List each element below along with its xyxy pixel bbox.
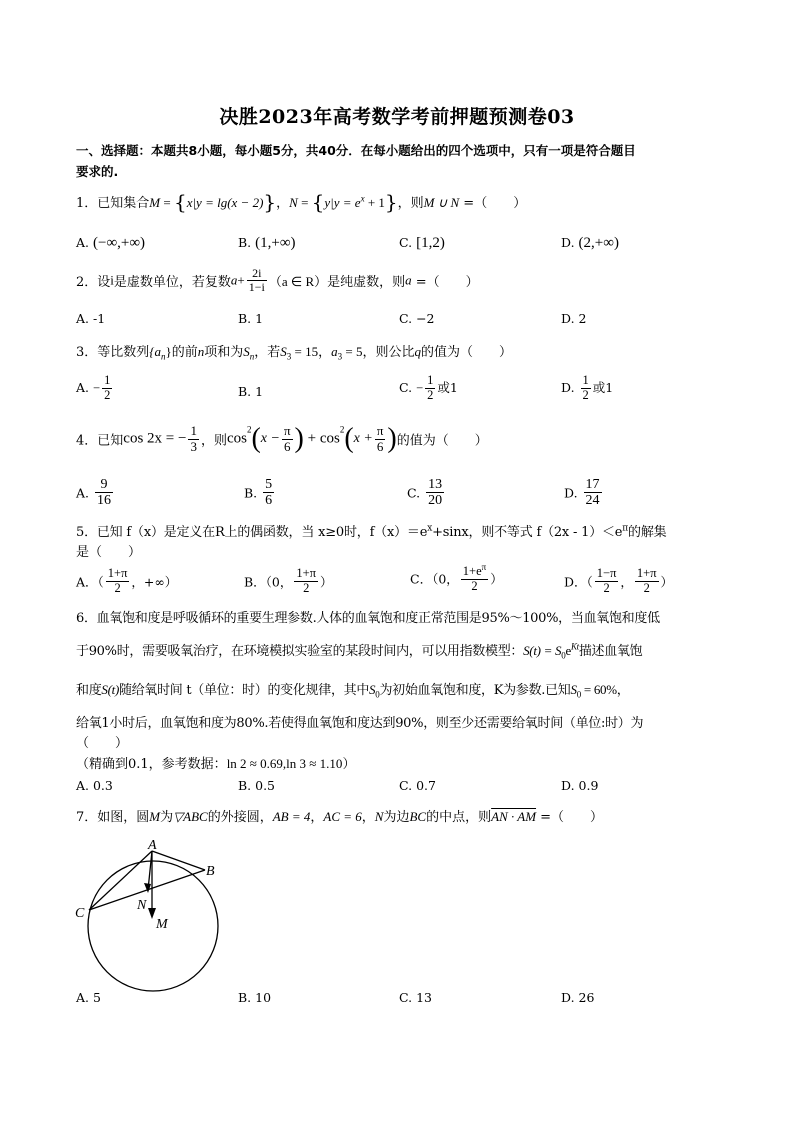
q5-exp1: x — [427, 523, 433, 534]
q6-option-c: C. 0.7 — [399, 778, 436, 793]
q3-option-c-num: 1 — [427, 373, 434, 387]
q5-option-d-num: 1−π — [596, 566, 617, 580]
question-6-line6 — [76, 753, 355, 772]
q4-cos: cos — [226, 430, 247, 447]
q6-S0: S — [369, 682, 376, 697]
q2-option-b — [238, 311, 263, 326]
q7-AC: AC = 6 — [323, 809, 362, 824]
q7-option-c: C. 13 — [399, 990, 432, 1005]
q6-line3b: 随给氧时间 t（单位：时）的变化规律，其中 — [118, 683, 370, 698]
q3-option-c-neg: − — [416, 380, 424, 395]
q7-mid3: 为边 — [383, 810, 410, 825]
section-heading-line2: 要求的. — [76, 164, 119, 179]
q4-pi6-frac2 — [375, 424, 386, 454]
q7-circle-figure — [72, 835, 232, 995]
q3-mid5: ，则公比 — [362, 345, 415, 360]
q1-tail: =（ ） — [459, 196, 527, 211]
q6-S0-value: = 60% — [580, 682, 617, 697]
q2-option-c-label: C. — [399, 311, 413, 326]
q2-option-d — [561, 311, 587, 326]
q3-option-a-den: 2 — [104, 387, 111, 402]
q3-S: S — [243, 344, 250, 359]
q4-option-a — [76, 477, 115, 509]
q4-rparen: ) — [294, 423, 304, 454]
q5-option-b-label: B．（0， — [244, 574, 293, 590]
q1-prefix: 1．已知集合 — [76, 196, 150, 211]
q3-n: n — [197, 344, 205, 359]
question-6-line1: 6．血氧饱和度是呼吸循环的重要生理参数.人体的血氧饱和度正常范围是95%～100%，当血氧饱和度低 — [76, 611, 660, 626]
q2-tail2: =（ ） — [411, 275, 479, 291]
question-7 — [76, 806, 603, 825]
q4-given-num: 1 — [190, 423, 197, 439]
q1-setM: x|y = lg(x − 2) — [186, 195, 264, 210]
q2-option-a-label: A. — [76, 311, 90, 326]
q3-option-d-num: 1 — [582, 373, 589, 387]
q2-i: i — [110, 272, 114, 288]
q5-option-a-num: 1+π — [107, 566, 128, 580]
q3-option-a-num: 1 — [104, 373, 111, 387]
q4-six2: 6 — [376, 438, 384, 454]
q1-brace-close: } — [263, 190, 277, 214]
q4-lparen2: ( — [344, 423, 354, 454]
q2-option-c — [399, 311, 435, 326]
q1-brace-open: { — [173, 190, 187, 214]
q3-S3: S — [280, 344, 287, 359]
q6-S0-sub: 0 — [375, 689, 380, 700]
q5-option-a-label: A．（ — [76, 574, 104, 590]
q7-N: N — [374, 809, 384, 824]
question-5-line2: 是（ ） — [76, 545, 142, 560]
q1-option-b — [238, 235, 296, 252]
q1-option-c-label: C. — [399, 235, 413, 250]
q4-option-b-num: 5 — [265, 477, 273, 492]
q5-option-c-den: 2 — [471, 578, 478, 593]
q4-option-d-den: 24 — [585, 493, 600, 509]
q3-seq: {a — [149, 344, 161, 359]
q1-setN2: + 1 — [364, 195, 385, 210]
q3-mid3: ，若 — [254, 345, 281, 360]
question-2 — [76, 267, 479, 294]
q4-pi2: π — [376, 423, 384, 439]
q2-condition: （a ∈ R） — [268, 274, 328, 290]
q4-option-b-den: 6 — [265, 493, 273, 509]
q3-q: q — [414, 344, 421, 359]
q1-option-a — [76, 235, 145, 252]
q4-plus-cos: + cos — [303, 430, 340, 447]
q3-option-d-label: D. — [561, 379, 575, 395]
q5-line1d: 的解集 — [628, 525, 667, 540]
q2-a: a — [230, 272, 238, 288]
q3-mid: 的前 — [171, 345, 198, 360]
q7-option-d: D. 26 — [561, 990, 595, 1005]
q1-setN: y|y = e — [324, 195, 361, 210]
label-M: M — [156, 917, 168, 932]
q6-line6c: ） — [342, 757, 356, 772]
q5-option-c-num: 1+e — [462, 564, 482, 579]
q7-AB: AB = 4 — [272, 809, 311, 824]
q5-option-d-mid: ， — [620, 574, 633, 590]
q6-option-d: D. 0.9 — [561, 778, 599, 793]
q3-option-c-frac — [425, 374, 435, 403]
q4-x-minus: x − — [260, 431, 280, 446]
q7-tail: =（ ） — [536, 810, 604, 825]
q2-fraction — [247, 267, 267, 294]
q4-option-b — [244, 477, 276, 509]
q3-mid4: ， — [318, 345, 332, 360]
q5-option-d-frac2 — [635, 567, 659, 596]
q3-tail: 的值为（ ） — [421, 345, 513, 360]
q1-option-a-value: (−∞,+∞) — [93, 235, 146, 251]
q3-S-sub: n — [249, 351, 255, 362]
q3-mid2: 项和为 — [204, 345, 244, 360]
q2-plus: + — [237, 272, 245, 288]
q4-given-den: 3 — [190, 438, 197, 454]
q5-option-d-label: D．（ — [564, 574, 593, 590]
q4-option-a-num: 9 — [95, 477, 113, 493]
q5-option-b-num: 1+π — [296, 566, 317, 580]
q3-option-d-frac — [581, 374, 591, 403]
q1-brace2-close: } — [384, 190, 398, 214]
q5-option-b-tail: ） — [320, 574, 333, 590]
q6-model: S(t) = S — [523, 643, 562, 658]
q5-option-d-den2: 2 — [643, 580, 650, 595]
q4-option-d-frac — [584, 477, 602, 509]
circle-M — [88, 861, 218, 991]
q4-option-d-num: 17 — [585, 477, 600, 492]
q4-cos2x: cos 2x = − — [123, 430, 187, 447]
q1-then: ，则 — [397, 196, 424, 211]
q6-line6b: ln 2 ≈ 0.69,ln 3 ≈ 1.10 — [226, 756, 343, 771]
question-5-line1 — [76, 521, 666, 540]
q7-option-a: A. 5 — [76, 990, 101, 1005]
label-C: C — [75, 906, 85, 921]
q1-exp: x — [360, 193, 365, 204]
q3-option-b — [238, 384, 263, 399]
q5-option-b — [244, 567, 333, 596]
q5-option-b-frac — [294, 567, 318, 596]
q2-prefix: 2．设 — [76, 275, 111, 291]
q4-square: 2 — [246, 424, 252, 435]
q3-seq-end: } — [165, 344, 172, 359]
vector-AM-arrowhead — [148, 908, 156, 919]
q3-option-b-label: B. — [238, 384, 252, 399]
q5-option-c-tail: ） — [490, 571, 503, 587]
q1-brace2-open: { — [311, 190, 325, 214]
q4-option-d-label: D. — [564, 485, 578, 501]
q4-option-c — [407, 477, 446, 509]
q3-a3-sub: 3 — [337, 351, 343, 362]
q3-a3: a — [331, 344, 338, 359]
q7-triangle: ▽ABC — [173, 809, 208, 824]
q6-S0b-sub: 0 — [576, 689, 581, 700]
q4-option-d — [564, 477, 604, 509]
q6-model-exp: Kt — [570, 641, 579, 652]
q7-option-b: B. 10 — [238, 990, 272, 1005]
q4-rparen2: ) — [387, 423, 397, 454]
q3-option-c-tail: 或1 — [437, 379, 458, 395]
vector-AN-arrowhead — [144, 883, 151, 893]
q2-option-c-value: −2 — [416, 311, 435, 326]
q5-option-b-den: 2 — [303, 580, 310, 595]
q4-six: 6 — [284, 438, 291, 454]
q3-option-c — [399, 374, 458, 403]
q6-line6a: （精确到0.1，参考数据： — [76, 757, 227, 772]
q1-M: M — [149, 195, 161, 210]
q6-model-e: e — [565, 643, 571, 658]
q5-option-a — [76, 567, 177, 596]
q7-comma2: ， — [361, 810, 375, 825]
q2-mid: 是虚数单位，若复数 — [113, 275, 231, 291]
q4-x-plus: x + — [353, 431, 373, 446]
q3-S3-sub: 3 — [286, 351, 292, 362]
q6-option-b: B. 0.5 — [238, 778, 276, 793]
section-heading-line1: 一、选择题：本题共8小题，每小题5分，共40分．在每小题给出的四个选项中，只有一项是符合题目 — [76, 143, 636, 158]
q4-option-c-label: C. — [407, 485, 421, 501]
q3-option-d-den: 2 — [582, 387, 589, 402]
question-1: 1．已知集合M = {x|y = lg(x − 2)}，$N = \{y|y = e^x + 1\}$，则M ∪ N =（ ） — [76, 190, 527, 214]
q2-option-a — [76, 311, 105, 326]
q1-option-d-value: (2,+∞) — [578, 235, 619, 251]
page-title: 决胜2023年高考数学考前押题预测卷03 — [219, 106, 575, 128]
question-6-line2 — [76, 640, 642, 661]
q3-seq-sub: n — [160, 351, 166, 362]
q2-option-b-value: 1 — [255, 311, 264, 326]
q5-line1c: +sinx，则不等式 f（2x - 1）＜e — [432, 525, 623, 540]
q4-option-a-den: 16 — [97, 493, 111, 509]
q2-tail: 是纯虚数，则 — [327, 275, 406, 291]
q7-mid2: 的外接圆， — [207, 810, 273, 825]
q7-mid4: 的中点，则 — [426, 810, 492, 825]
q3-a3-value: = 5 — [342, 344, 363, 359]
q3-prefix: 3．等比数列 — [76, 345, 150, 360]
q2-fraction-den: 1−i — [248, 280, 265, 295]
q4-prefix: 4．已知 — [76, 433, 124, 449]
q6-S0b: S — [570, 682, 577, 697]
q3-option-a-frac — [102, 374, 112, 403]
q5-option-c-label: C．（0， — [410, 571, 459, 587]
q5-option-d-den: 2 — [603, 580, 610, 595]
q4-pi: π — [283, 423, 291, 439]
q1-eq: = — [160, 195, 174, 210]
q3-option-a-neg: − — [93, 380, 101, 395]
q3-S3-value: = 15 — [291, 344, 319, 359]
q6-option-a: A. 0.3 — [76, 778, 113, 793]
q1-option-a-label: A. — [76, 235, 90, 250]
q5-option-d-frac — [595, 567, 619, 596]
q6-line3a: 和度 — [76, 683, 102, 698]
q5-exp2: π — [622, 523, 629, 534]
q4-option-b-frac — [263, 477, 274, 509]
q3-option-a — [76, 374, 114, 403]
q1-option-c — [399, 235, 445, 252]
q5-option-a-frac — [106, 567, 130, 596]
q6-line2a: 于90%时，需要吸氧治疗，在环境模拟实验室的某段时间内，可以用指数模型： — [76, 644, 524, 659]
q4-pi6-frac — [282, 424, 293, 454]
question-4 — [76, 423, 488, 455]
q1-option-c-value: [1,2) — [416, 235, 445, 251]
q3-option-d-tail: 或1 — [592, 379, 614, 395]
q5-option-c — [410, 563, 503, 594]
q5-option-d-num2: 1+π — [636, 566, 657, 580]
q6-model-sub: 0 — [561, 650, 566, 661]
q4-option-a-frac — [95, 477, 113, 509]
q4-option-c-den: 20 — [428, 493, 443, 509]
q6-line2b: 描述血氧饱 — [578, 644, 643, 659]
q4-then: ，则 — [200, 433, 227, 449]
q5-option-a-tail: ，+∞） — [131, 574, 178, 590]
q7-comma1: ， — [310, 810, 324, 825]
q4-option-c-num: 13 — [428, 477, 443, 492]
q2-option-d-label: D. — [561, 311, 575, 326]
q5-option-d-tail: ） — [660, 574, 674, 590]
question-3 — [76, 341, 512, 362]
q4-tail: 的值为（ ） — [396, 433, 488, 449]
q5-line1a: 5．已知 — [76, 525, 127, 540]
question-6-line4: 给氧1小时后，血氧饱和度为80%.若使得血氧饱和度达到90%，则至少还需要给氧时间（单位:时）为 — [76, 716, 644, 731]
q7-vector-expr: AN · AM — [491, 809, 537, 824]
q5-option-c-exp: π — [481, 562, 487, 572]
segment-AB — [152, 851, 205, 870]
q2-option-d-value: 2 — [578, 311, 587, 326]
q2-option-a-value: -1 — [93, 311, 106, 326]
q4-lparen: ( — [251, 423, 261, 454]
q1-option-d-label: D. — [561, 235, 575, 250]
q7-prefix: 7．如图，圆 — [76, 810, 150, 825]
q2-option-b-label: B. — [238, 311, 252, 326]
label-N: N — [137, 898, 147, 913]
q4-option-b-label: B. — [244, 485, 258, 501]
label-B: B — [206, 864, 215, 879]
q1-union: M ∪ N — [423, 195, 460, 210]
q4-option-c-frac — [426, 477, 444, 509]
question-6-line3 — [76, 679, 629, 700]
q1-N: N — [289, 195, 298, 210]
q2-fraction-num: 2i — [247, 267, 267, 281]
q3-option-d — [561, 374, 613, 403]
q1-option-d — [561, 235, 619, 252]
q3-option-c-label: C. — [399, 379, 413, 395]
q3-option-c-den: 2 — [427, 387, 434, 402]
q5-line1b: f（x）是定义在R上的偶函数，当 x≥0时，f（x）＝e — [126, 525, 428, 540]
q3-option-b-value: 1 — [255, 384, 264, 399]
q4-square2: 2 — [339, 424, 345, 435]
q7-M: M — [149, 809, 161, 824]
q3-option-a-label: A. — [76, 379, 90, 395]
q1-option-b-value: (1,+∞) — [255, 235, 296, 251]
q5-option-c-frac — [461, 563, 488, 594]
q1-comma: ， — [276, 196, 290, 211]
q5-option-d — [564, 567, 673, 596]
q5-option-a-den: 2 — [114, 580, 121, 595]
q7-BC: BC — [409, 809, 427, 824]
q6-line3c: 为初始血氧饱和度，K为参数.已知 — [379, 683, 571, 698]
q4-option-a-label: A. — [76, 485, 90, 501]
q6-line3d: ， — [616, 683, 630, 698]
q6-St: S(t) — [101, 682, 119, 697]
label-A: A — [148, 838, 157, 853]
q4-given-frac — [188, 424, 199, 454]
question-6-line5: （ ） — [76, 736, 129, 751]
q1-option-b-label: B. — [238, 235, 252, 250]
q2-a2: a — [405, 272, 412, 288]
q7-mid: 为 — [160, 810, 174, 825]
